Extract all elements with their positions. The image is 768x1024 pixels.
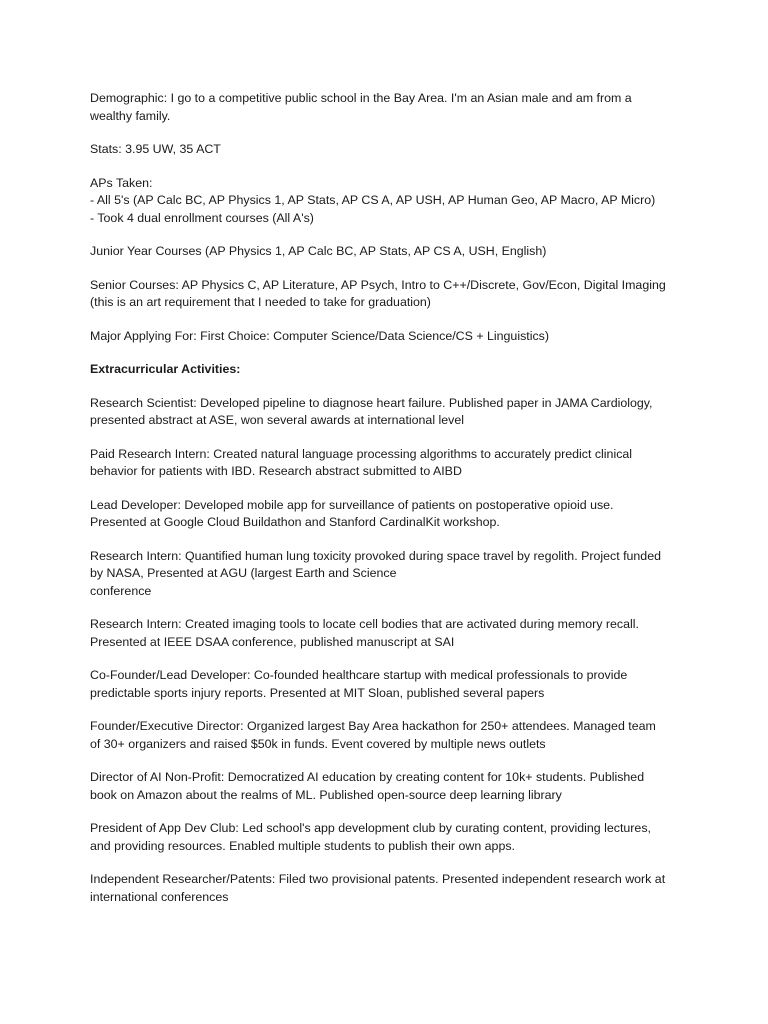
activity-paragraph bbox=[90, 667, 690, 702]
activity-paragraph bbox=[90, 820, 690, 855]
activity-line: presented abstract at ASE, won several awards at international level bbox=[90, 413, 464, 427]
activity-paragraph bbox=[90, 548, 690, 601]
senior-courses-line: (this is an art requirement that I needed to take for graduation) bbox=[90, 295, 431, 309]
aps-paragraph bbox=[90, 175, 690, 228]
activity-line: international conferences bbox=[90, 889, 229, 904]
activity-line: Co-Founder/Lead Developer: Co-founded healthcare startup with medical professionals to provide bbox=[90, 668, 628, 682]
activity-line: Paid Research Intern: Created natural language processing algorithms to accurately predict clinical bbox=[90, 446, 633, 461]
activity-line: and providing resources. Enabled multiple students to publish their own apps. bbox=[90, 838, 515, 853]
junior-courses-paragraph: Junior Year Courses (AP Physics 1, AP Calc BC, AP Stats, AP CS A, USH, English) bbox=[90, 244, 547, 258]
activity-paragraph bbox=[90, 718, 690, 753]
activity-line: behavior for patients with IBD. Research abstract submitted to AIBD bbox=[90, 464, 462, 478]
activity-paragraph bbox=[90, 769, 690, 804]
activity-line: of 30+ organizers and raised $50k in funds. Event covered by multiple news outlets bbox=[90, 736, 546, 751]
senior-courses-line: Senior Courses: AP Physics C, AP Literature, AP Psych, Intro to C++/Discrete, Gov/Econ, Digital Imaging bbox=[90, 277, 666, 292]
activity-line: Founder/Executive Director: Organized largest Bay Area hackathon for 250+ attendees. Managed team bbox=[90, 719, 656, 733]
activity-line: Lead Developer: Developed mobile app for surveillance of patients on postoperative opioid use. bbox=[90, 497, 614, 512]
senior-courses-paragraph bbox=[90, 277, 690, 312]
activity-line: Research Intern: Created imaging tools to locate cell bodies that are activated during memory recall. bbox=[90, 617, 639, 631]
activity-line: conference bbox=[90, 583, 152, 598]
activity-paragraph bbox=[90, 616, 690, 651]
aps-line: - All 5's (AP Calc BC, AP Physics 1, AP Stats, AP CS A, AP USH, AP Human Geo, AP Macro, AP Micro) bbox=[90, 193, 656, 207]
activity-line: Presented at IEEE DSAA conference, published manuscript at SAI bbox=[90, 634, 455, 649]
activity-line: book on Amazon about the realms of ML. Published open-source deep learning library bbox=[90, 787, 562, 802]
demographic-line: Demographic: I go to a competitive public school in the Bay Area. I'm an Asian male and am from a bbox=[90, 91, 632, 105]
stats-paragraph: Stats: 3.95 UW, 35 ACT bbox=[90, 142, 221, 156]
ec-heading: Extracurricular Activities: bbox=[90, 362, 241, 376]
activity-line: Research Intern: Quantified human lung toxicity provoked during space travel by regolith. Project funded bbox=[90, 548, 661, 563]
document-body bbox=[90, 90, 690, 922]
demographic-line: wealthy family. bbox=[90, 108, 171, 123]
activity-line: Presented at Google Cloud Buildathon and Stanford CardinalKit workshop. bbox=[90, 515, 500, 529]
activity-line: by NASA, Presented at AGU (largest Earth and Science bbox=[90, 566, 397, 580]
aps-line: - Took 4 dual enrollment courses (All A's) bbox=[90, 210, 314, 225]
major-paragraph: Major Applying For: First Choice: Computer Science/Data Science/CS + Linguistics) bbox=[90, 328, 549, 343]
activity-line: Research Scientist: Developed pipeline to diagnose heart failure. Published paper in JAMA Cardiology, bbox=[90, 395, 653, 410]
activity-line: Independent Researcher/Patents: Filed two provisional patents. Presented independent research work at bbox=[90, 872, 666, 886]
demographic-paragraph bbox=[90, 90, 690, 125]
aps-title: APs Taken: bbox=[90, 175, 153, 190]
activity-paragraph bbox=[90, 446, 690, 481]
activity-paragraph bbox=[90, 395, 690, 430]
activity-line: Director of AI Non-Profit: Democratized AI education by creating content for 10k+ students. Published bbox=[90, 770, 645, 784]
activity-line: predictable sports injury reports. Presented at MIT Sloan, published several papers bbox=[90, 685, 545, 700]
activity-line: President of App Dev Club: Led school's app development club by curating content, providing lectures, bbox=[90, 821, 651, 835]
activity-paragraph bbox=[90, 871, 690, 906]
activity-paragraph bbox=[90, 497, 690, 532]
